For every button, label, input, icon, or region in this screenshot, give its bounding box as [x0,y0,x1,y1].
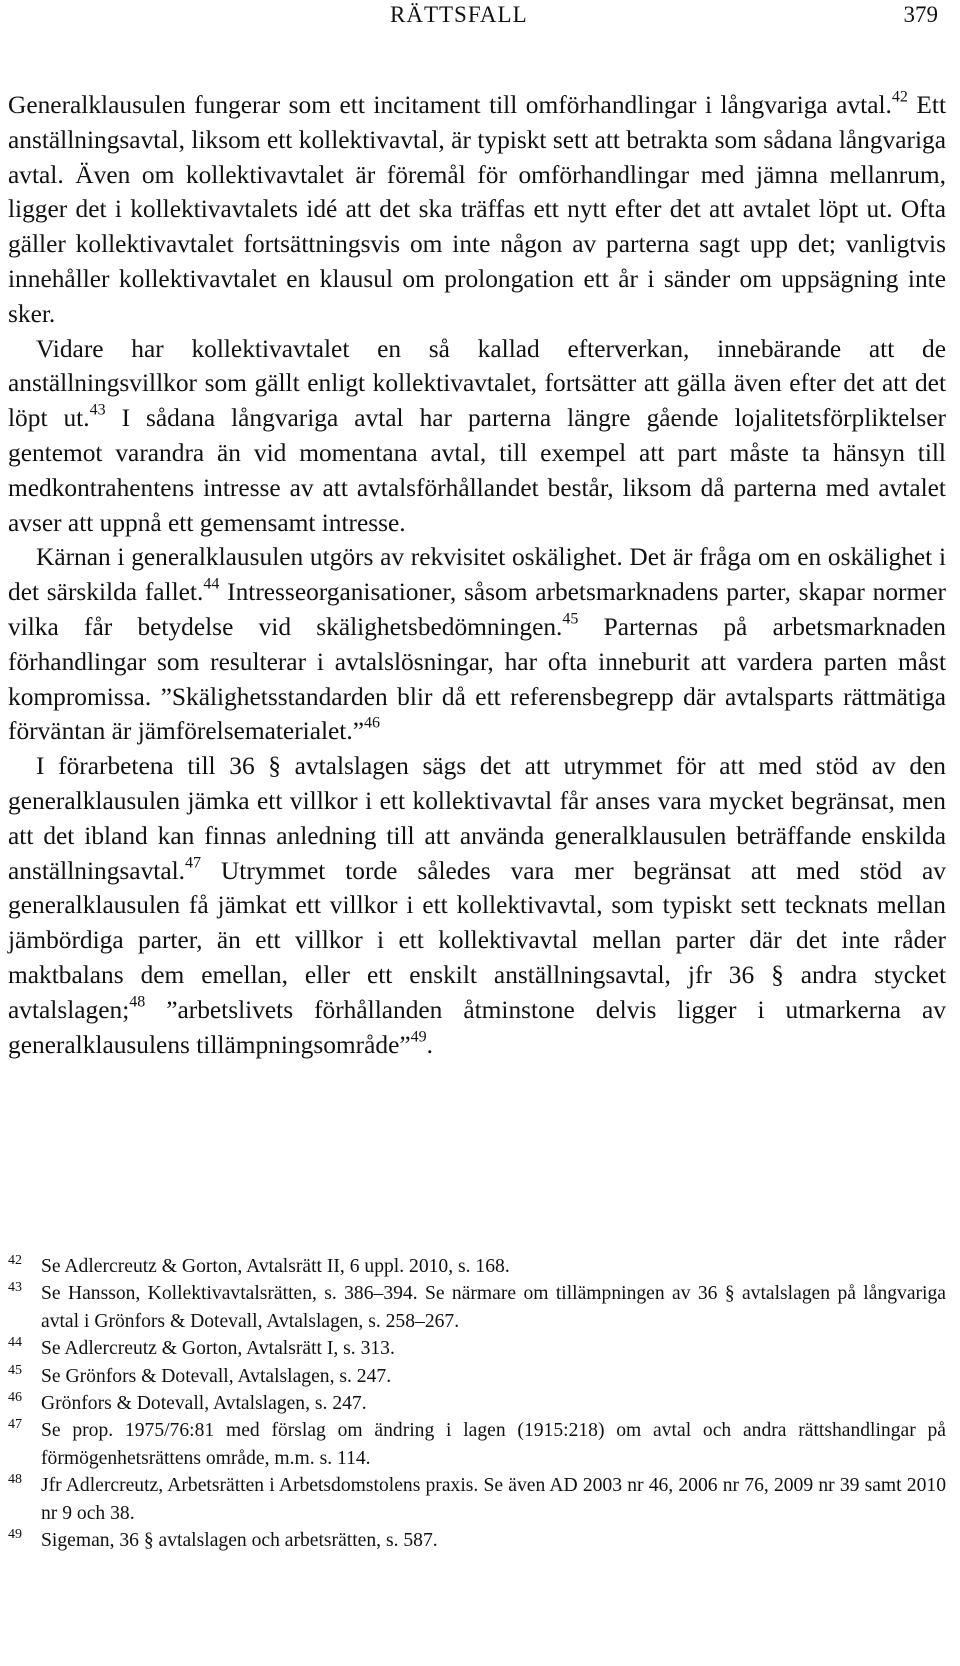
paragraph-text: ”arbetslivets förhållanden åtminstone delvis ligger i utmarkerna av generalklausulens tillämpningsområde” [8,995,946,1059]
footnote-ref-48: 48 [129,993,146,1011]
footnote-ref-45: 45 [562,610,579,628]
footnote-text: Se Adlercreutz & Gorton, Avtalsrätt II, 6 uppl. 2010, s. 168. [41,1256,510,1277]
footnote-text: Se Grönfors & Dotevall, Avtalslagen, s. 247. [41,1365,392,1387]
paragraph-text: I sådana långvariga avtal har parterna längre gående lojalitetsförpliktelser gentemot varandra än vid momentana avtal, till exempel att part måste ta hänsyn till medkontrahentens intresse av att avtalsförhållandet består, liksom då parterna med avtalet avser att uppnå ett gemensamt intresse. [8,404,946,537]
footnote-42 [8,1253,946,1280]
footnote-number: 43 [8,1280,22,1296]
footnote-text: Se Hansson, Kollektivavtalsrätten, s. 386–394. Se närmare om tillämpningen av 36 § avtalslagen på långvariga avtal i Grönfors & Dotevall, Avtalslagen, s. 258–267. [41,1283,946,1332]
footnote-44 [8,1335,946,1362]
footnote-number: 45 [8,1362,22,1378]
footnote-48 [8,1472,946,1527]
paragraph-text: Generalklausulen fungerar som ett incitament till omförhandlingar i långvariga avtal. [8,91,892,119]
running-head: RÄTTSFALL [390,2,528,27]
footnote-47 [8,1417,946,1472]
paragraph-text: . [426,1030,433,1059]
footnote-ref-46: 46 [363,714,380,732]
footnote-number: 42 [8,1253,22,1268]
paragraph-2 [8,332,946,541]
footnote-text: Jfr Adlercreutz, Arbetsrätten i Arbetsdomstolens praxis. Se även AD 2003 nr 46, 2006 nr 76, 2009 nr 39 samt 2010 nr 9 och 38. [41,1475,946,1524]
footnote-ref-42: 42 [891,88,908,106]
footnotes [8,1253,946,1554]
footnote-43 [8,1280,946,1335]
footnote-number: 44 [8,1335,22,1351]
footnote-number: 46 [8,1390,22,1406]
body-text [8,88,946,1062]
paragraph-text: Vidare har kollektivavtalet en så kallad efterverkan, innebärande att de anställningsvillkor som gällt enligt kollektivavtalet, fortsätter att gälla även efter det att det löpt ut. [8,334,946,433]
footnote-49 [8,1527,946,1554]
footnote-text: Se Adlercreutz & Gorton, Avtalsrätt I, s. 313. [41,1338,395,1360]
page-number: 379 [903,2,938,27]
footnote-text: Grönfors & Dotevall, Avtalslagen, s. 247. [41,1393,367,1415]
page-header [0,0,960,40]
footnote-number: 49 [8,1527,22,1543]
paragraph-text: Parternas på arbetsmarknaden förhandlingar som resulterar i avtalslösningar, har ofta inneburit att vardera parten måst kompromissa. ”Skälighetsstandarden blir då ett referensbegrepp där avtalsparts rättmätiga förväntan är jämförelsematerialet.” [8,612,946,746]
paragraph-text: Kärnan i generalklausulen utgörs av rekvisitet oskälighet. Det är fråga om en oskälighet i det särskilda fallet. [8,543,946,607]
paragraph-4 [8,749,946,1062]
footnote-ref-49: 49 [410,1028,427,1045]
paragraph-text: Utrymmet torde således vara mer begränsat att med stöd av generalklausulen få jämkat ett villkor i ett kollektivavtal, som typiskt sett tecknats mellan jämbördiga parter, än ett villkor i ett kollektivavtal mellan parter där det inte råder maktbalans dem emellan, eller ett enskilt anställningsavtal, jfr 36 § andra stycket avtalslagen; [8,856,946,1024]
footnote-text: Se prop. 1975/76:81 med förslag om ändring i lagen (1915:218) om avtal och andra rättshandlingar på förmögenhetsrättens område, m.m. s. 114. [41,1420,946,1469]
paragraph-text: I förarbetena till 36 § avtalslagen sägs det att utrymmet för att med stöd av den generalklausulen jämka ett villkor i ett kollektivavtal får anses vara mycket begränsat, men att det ibland kan finnas anledning till att använda generalklausulen beträffande enskilda anställningsavtal. [8,752,946,885]
footnote-ref-43: 43 [89,401,106,419]
paragraph-text: Intresseorganisationer, såsom arbetsmarknadens parter, skapar normer vilka får betydelse vid skälighetsbedömningen. [8,578,946,641]
footnote-ref-44: 44 [203,575,220,593]
footnote-number: 47 [8,1417,22,1433]
footnote-45 [8,1363,946,1390]
footnote-ref-47: 47 [185,854,201,872]
footnote-text: Sigeman, 36 § avtalslagen och arbetsrätten, s. 587. [41,1530,438,1552]
paragraph-1 [8,88,946,332]
paragraph-3 [8,540,946,749]
footnote-number: 48 [8,1472,22,1488]
paragraph-text: Ett anställningsavtal, liksom ett kollektivavtal, är typiskt sett att betrakta som sådana långvariga avtal. Även om kollektivavtalet är föremål för omförhandlingar med jämna mellanrum, ligger det i kollektivavtalets idé att det ska träffas ett nytt efter det att avtalet löpt ut. Ofta gäller kollektivavtalet fortsättningsvis om inte någon av parterna sagt upp det; vanligtvis innehåller kollektivavtalet en klausul om prolongation ett år i sänder om uppsägning inte sker. [8,91,947,328]
footnote-46 [8,1390,946,1417]
